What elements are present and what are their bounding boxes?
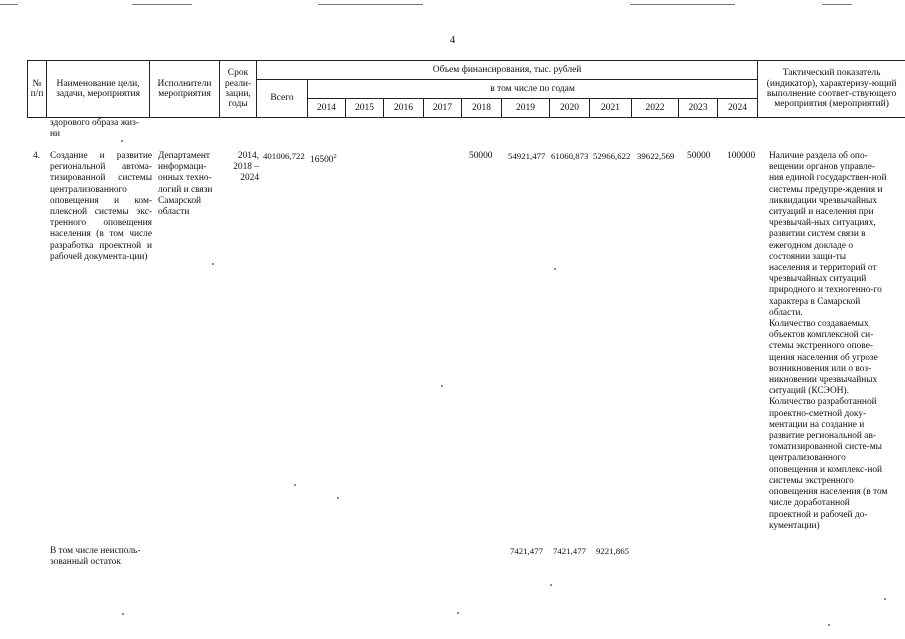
header-year: 2021 (590, 99, 632, 118)
row-2019-value: 54921,477 (508, 151, 546, 161)
continuation-text: здорового образа жиз- ни (50, 118, 139, 140)
row-name: Создание и развитие региональной автома-тизированной системы централизованного оповещения и ком-плексной системы экс-тренного оповещения населения (в том числе разработка проектной и рабочей документа-ции) (50, 151, 152, 262)
top-edge-line (822, 4, 852, 5)
row-2024-value: 100000 (727, 151, 756, 161)
row-2021-value: 52966,622 (593, 151, 631, 161)
scan-speck (554, 268, 556, 270)
row-2018-value: 50000 (469, 151, 493, 161)
header-year: 2015 (346, 99, 384, 118)
header-year: 2020 (550, 99, 590, 118)
unused-balance-2021: 9221,865 (596, 546, 629, 556)
header-year: 2023 (679, 99, 718, 118)
unused-balance-2020: 7421,477 (553, 546, 586, 556)
header-col-name: Наименование цели, задачи, мероприятия (47, 61, 150, 118)
scan-speck (212, 263, 214, 265)
page-number: 4 (449, 34, 456, 46)
row-2022-value: 39622,569 (637, 151, 675, 161)
row-2014-value (310, 151, 337, 166)
header-col-total: Всего (257, 80, 308, 118)
header-year: 2024 (718, 99, 758, 118)
row-executor: Департамент информаци-онных техно-логий и связи Самарской области (158, 151, 213, 218)
header-col-by-year: в том числе по годам (308, 80, 758, 99)
scan-speck (884, 598, 886, 600)
row-number: 4. (33, 151, 41, 161)
header-year: 2022 (632, 99, 679, 118)
header-year: 2019 (502, 99, 550, 118)
scan-speck (550, 584, 552, 586)
value-2014: 16500 (310, 155, 334, 166)
unused-balance-label: В том числе неисполь-зованный остаток (50, 546, 141, 568)
scan-speck (122, 613, 124, 615)
row-2023-value: 50000 (687, 151, 711, 161)
table-header (27, 60, 905, 118)
top-edge-line (318, 4, 423, 5)
scan-speck (121, 140, 123, 142)
row-total: 401006,722 (263, 151, 305, 161)
scan-speck (337, 497, 339, 499)
scan-speck (441, 385, 443, 387)
header-col-funding: Объем финансирования, тыс. рублей (257, 61, 758, 80)
header-year: 2014 (308, 99, 346, 118)
scan-speck (828, 624, 830, 626)
header-col-indicator: Тактический показатель (индикатор), характеризу-ющий выполнение соответ-ствующего мероприятия (мероприятий) (758, 61, 905, 118)
row-indicator: Наличие раздела об опо-вещении органов управле-ния единой государствен-ной системы предупре-ждения и ликвидации чрезвычайных ситуаций и населения при чрезвычай-ных ситуациях, развитии систем связи в ежегодном докладе о состоянии защи-ты населения и территорий от чрезвычайных ситуаций природного и техногенно-го характера в Самарской области. Количество создаваемых объектов комплексной си-стемы экстренного опове-щения населения об угрозе возникновения или о воз-никновении чрезвычайных ситуаций (КСЭОН). Количество разработанной проектно-сметной доку-ментации на создание и развитие региональной ав-томатизированной систе-мы централизованного оповещения и комплекс-ной системы экстренного оповещения населения (в том числе доработанной проектной и рабочей до-кументации) (769, 151, 888, 531)
footnote-mark: 2 (333, 153, 337, 160)
header-year: 2017 (424, 99, 462, 118)
scan-speck (457, 612, 459, 614)
header-col-num: № п/п (28, 61, 47, 118)
header-col-term: Срок реали-зации, годы (220, 61, 257, 118)
header-year: 2016 (384, 99, 424, 118)
top-edge-line (132, 4, 192, 5)
top-edge-line (0, 4, 18, 5)
scan-speck (294, 484, 296, 486)
unused-balance-2019: 7421,477 (510, 546, 543, 556)
header-col-executor: Исполнители мероприятия (150, 61, 220, 118)
top-edge-line (630, 4, 735, 5)
row-2020-value: 61060,873 (551, 151, 589, 161)
header-year: 2018 (462, 99, 502, 118)
row-term: 2014, 2018 – 2024 (233, 151, 259, 184)
